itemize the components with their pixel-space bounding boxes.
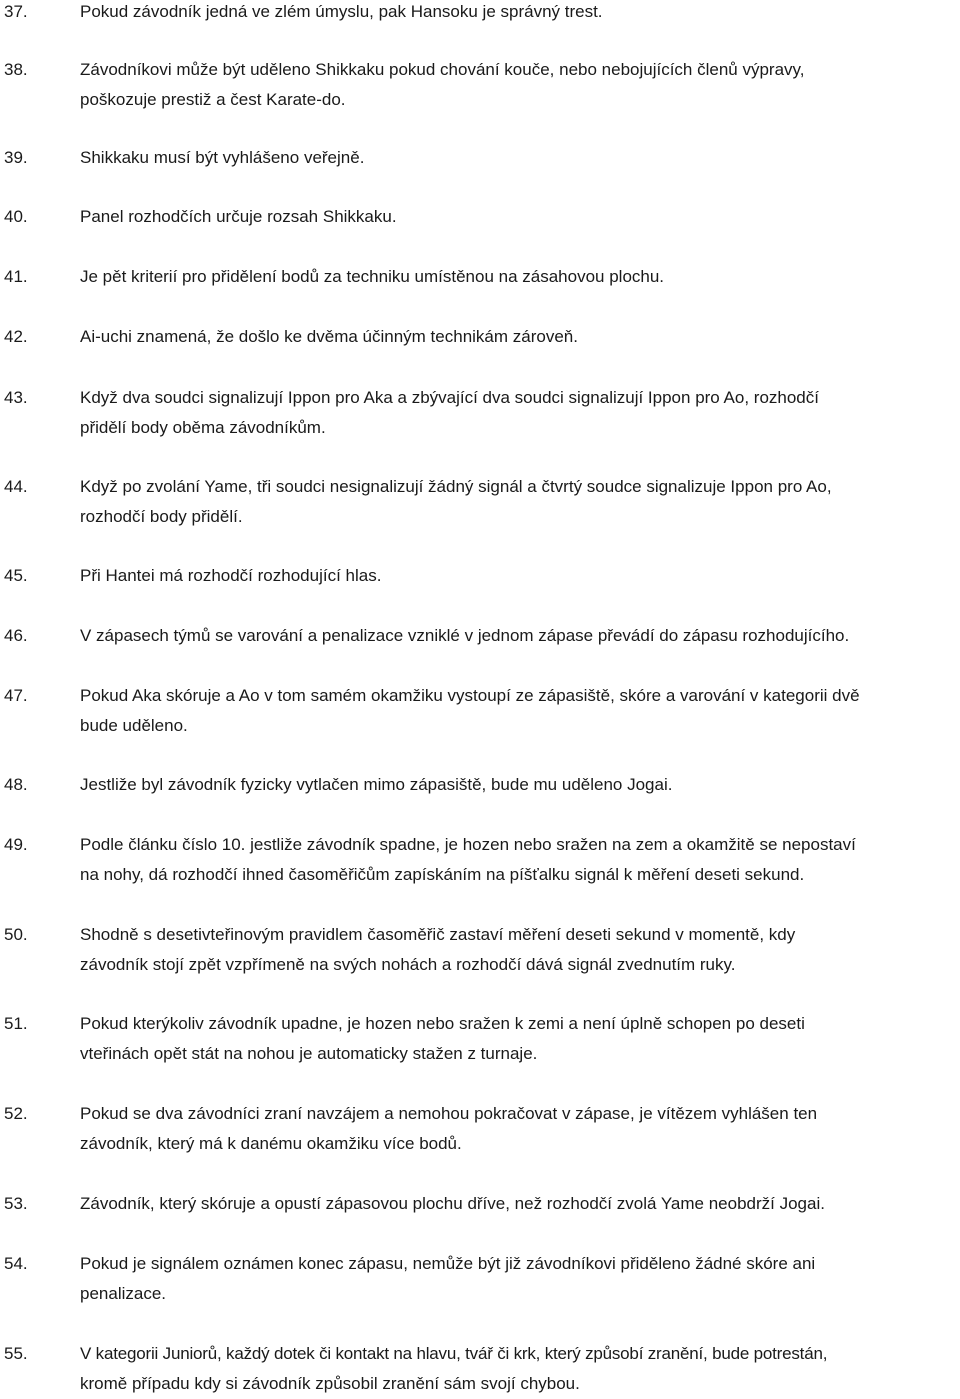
item-text-line: Při Hantei má rozhodčí rozhodující hlas. <box>80 566 382 585</box>
list-item <box>0 561 960 591</box>
item-text-line: Když po zvolání Yame, tři soudci nesignalizují žádný signál a čtvrtý soudce signalizuje Ippon pro Ao, <box>80 477 832 496</box>
item-text-line: Pokud je signálem oznámen konec zápasu, nemůže být již závodníkovi přiděleno žádné skóre ani <box>80 1254 816 1273</box>
item-text-line: Jestliže byl závodník fyzicky vytlačen mimo zápasiště, bude mu uděleno Jogai. <box>80 775 673 794</box>
item-number: 42. <box>4 327 28 346</box>
item-text-line: Ai-uchi znamená, že došlo ke dvěma účinným technikám zároveň. <box>80 327 578 346</box>
item-text <box>80 1339 960 1399</box>
list-item <box>0 1009 960 1069</box>
item-number: 39. <box>4 148 28 167</box>
item-text-line: přidělí body oběma závodníkům. <box>80 418 326 437</box>
item-number: 54. <box>4 1254 28 1273</box>
item-text-line: Pokud kterýkoliv závodník upadne, je hozen nebo sražen k zemi a není úplně schopen po deseti <box>80 1014 805 1033</box>
item-text <box>80 621 960 651</box>
item-text <box>80 561 960 591</box>
item-number: 52. <box>4 1104 28 1123</box>
list-item <box>0 55 960 115</box>
item-text-line: Pokud závodník jedná ve zlém úmyslu, pak Hansoku je správný trest. <box>80 2 603 21</box>
item-text <box>80 1189 960 1219</box>
list-item <box>0 202 960 232</box>
list-item <box>0 472 960 532</box>
item-text-line: na nohy, dá rozhodčí ihned časoměřičům zapískáním na píšťalku signál k měření deseti sekund. <box>80 865 805 884</box>
item-text <box>80 770 960 800</box>
item-number: 44. <box>4 477 28 496</box>
item-text <box>80 322 960 352</box>
item-number: 46. <box>4 626 28 645</box>
list-item <box>0 1249 960 1309</box>
item-text-line: bude uděleno. <box>80 716 188 735</box>
item-number: 53. <box>4 1194 28 1213</box>
item-text-line: vteřinách opět stát na nohou je automaticky stažen z turnaje. <box>80 1044 538 1063</box>
item-number: 50. <box>4 925 28 944</box>
item-text-line: kromě případu kdy si závodník způsobil zranění sám svojí chybou. <box>80 1374 580 1393</box>
item-text-line: Je pět kriterií pro přidělení bodů za techniku umístěnou na zásahovou plochu. <box>80 267 665 286</box>
item-text-line: Shikkaku musí být vyhlášeno veřejně. <box>80 148 365 167</box>
item-number: 38. <box>4 60 28 79</box>
item-number: 47. <box>4 686 28 705</box>
item-number: 37. <box>4 2 28 21</box>
list-item <box>0 1189 960 1219</box>
list-item <box>0 621 960 651</box>
item-text-line: penalizace. <box>80 1284 167 1303</box>
item-text-line: Shodně s desetivteřinovým pravidlem časoměřič zastaví měření deseti sekund v momentě, kdy <box>80 925 796 944</box>
item-number: 45. <box>4 566 28 585</box>
item-number: 41. <box>4 267 28 286</box>
item-text <box>80 920 960 980</box>
item-text <box>80 1009 960 1069</box>
item-number: 55. <box>4 1344 28 1363</box>
item-text-line: Panel rozhodčích určuje rozsah Shikkaku. <box>80 207 397 226</box>
item-number: 43. <box>4 388 28 407</box>
item-text <box>80 681 960 741</box>
item-text <box>80 830 960 890</box>
list-item <box>0 920 960 980</box>
item-text-line: rozhodčí body přidělí. <box>80 507 243 526</box>
list-item <box>0 1339 960 1399</box>
list-item <box>0 143 960 173</box>
item-number: 40. <box>4 207 28 226</box>
list-item <box>0 0 960 27</box>
item-text-line: Když dva soudci signalizují Ippon pro Aka a zbývající dva soudci signalizují Ippon pro Ao, rozhodčí <box>80 388 819 407</box>
item-text-line: závodník stojí zpět vzpřímeně na svých nohách a rozhodčí dává signál zvednutím ruky. <box>80 955 736 974</box>
item-text <box>80 202 960 232</box>
item-text-line: Závodníkovi může být uděleno Shikkaku pokud chování kouče, nebo nebojujících členů výpravy, <box>80 60 805 79</box>
list-item <box>0 681 960 741</box>
item-text-line: V zápasech týmů se varování a penalizace vzniklé v jednom zápase převádí do zápasu rozhodujícího. <box>80 626 850 645</box>
item-text <box>80 1099 960 1159</box>
list-item <box>0 830 960 890</box>
item-text <box>80 143 960 173</box>
item-text <box>80 1249 960 1309</box>
item-number: 49. <box>4 835 28 854</box>
item-text-line: V kategorii Juniorů, každý dotek či kontakt na hlavu, tvář či krk, který způsobí zranění, bude potrestán, <box>80 1344 828 1363</box>
item-text <box>80 383 960 443</box>
item-text <box>80 0 960 27</box>
list-item <box>0 322 960 352</box>
item-text-line: závodník, který má k danému okamžiku více bodů. <box>80 1134 462 1153</box>
item-text-line: poškozuje prestiž a čest Karate-do. <box>80 90 346 109</box>
item-number: 48. <box>4 775 28 794</box>
item-text-line: Pokud Aka skóruje a Ao v tom samém okamžiku vystoupí ze zápasiště, skóre a varování v kategorii dvě <box>80 686 860 705</box>
item-text <box>80 262 960 292</box>
item-text-line: Podle článku číslo 10. jestliže závodník spadne, je hozen nebo sražen na zem a okamžitě se nepostaví <box>80 835 856 854</box>
item-text-line: Závodník, který skóruje a opustí zápasovou plochu dříve, než rozhodčí zvolá Yame neobdrží Jogai. <box>80 1194 825 1213</box>
item-number: 51. <box>4 1014 28 1033</box>
list-item <box>0 383 960 443</box>
item-text <box>80 55 960 115</box>
list-item <box>0 1099 960 1159</box>
item-text <box>80 472 960 532</box>
list-item <box>0 770 960 800</box>
item-text-line: Pokud se dva závodníci zraní navzájem a nemohou pokračovat v zápase, je vítězem vyhlášen ten <box>80 1104 818 1123</box>
list-item <box>0 262 960 292</box>
